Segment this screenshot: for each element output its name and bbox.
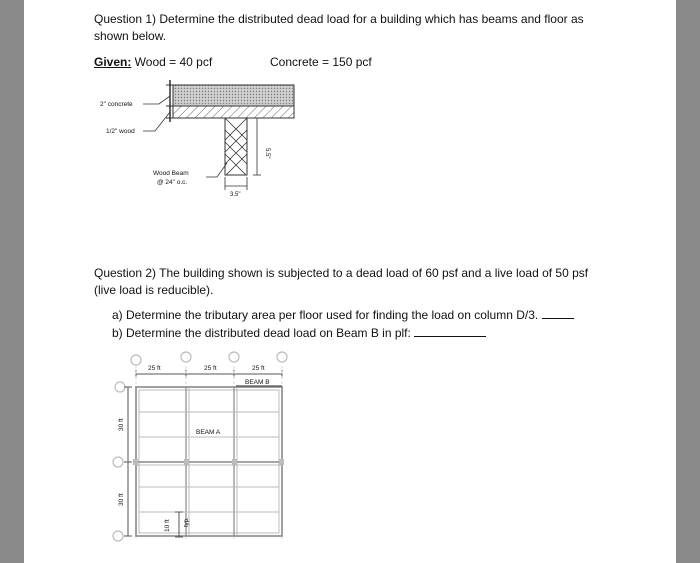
dim-height-1: 30 ft: [118, 418, 125, 431]
label-concrete: 2" concrete: [100, 101, 133, 108]
dim-bay-2: 25 ft: [204, 365, 217, 372]
label-beam-a: BEAM A: [196, 429, 221, 436]
grid-bubble-top-2: [181, 352, 191, 362]
dim-depth: 5.5": [264, 148, 270, 159]
dim-joist-typ: typ.: [184, 517, 190, 527]
grid-bubble-top-1: [131, 355, 141, 365]
label-wood: 1/2" wood: [106, 128, 135, 135]
wood-density: Wood = 40 pcf: [131, 55, 213, 69]
grid-bubble-top-4: [277, 352, 287, 362]
dim-joist-spacing: 10 ft: [164, 519, 171, 532]
document-page: [24, 0, 676, 563]
label-beam-line2: @ 24" o.c.: [157, 179, 188, 186]
dim-bay-1: 25 ft: [148, 365, 161, 372]
grid-bubble-top-3: [229, 352, 239, 362]
grid-bubble-left-2: [113, 457, 123, 467]
question2-line1: Question 2) The building shown is subjected to a dead load of 60 psf and a live load of 50 psf: [94, 266, 589, 280]
dim-bay-3: 25 ft: [252, 365, 265, 372]
part-b-text: b) Determine the distributed dead load on Beam B in plf:: [112, 326, 411, 340]
given-label: Given:: [94, 55, 132, 69]
concrete-density: Concrete = 150 pcf: [270, 55, 372, 69]
dim-width: 3.5": [230, 192, 241, 198]
label-beam-b: BEAM B: [245, 379, 270, 386]
question1-line2: shown below.: [94, 29, 167, 43]
grid-bubble-left-1: [115, 382, 125, 392]
part-a-text: a) Determine the tributary area per floor used for finding the load on column D/3.: [112, 308, 539, 322]
label-beam-line1: Wood Beam: [153, 170, 189, 177]
dim-height-2: 30 ft: [118, 493, 125, 506]
framing-plan-diagram: [24, 0, 676, 563]
grid-bubble-left-3: [113, 531, 123, 541]
question2-line2: (live load is reducible).: [94, 283, 214, 297]
question1-line1: Question 1) Determine the distributed dead load for a building which has beams and floor as: [94, 12, 584, 26]
